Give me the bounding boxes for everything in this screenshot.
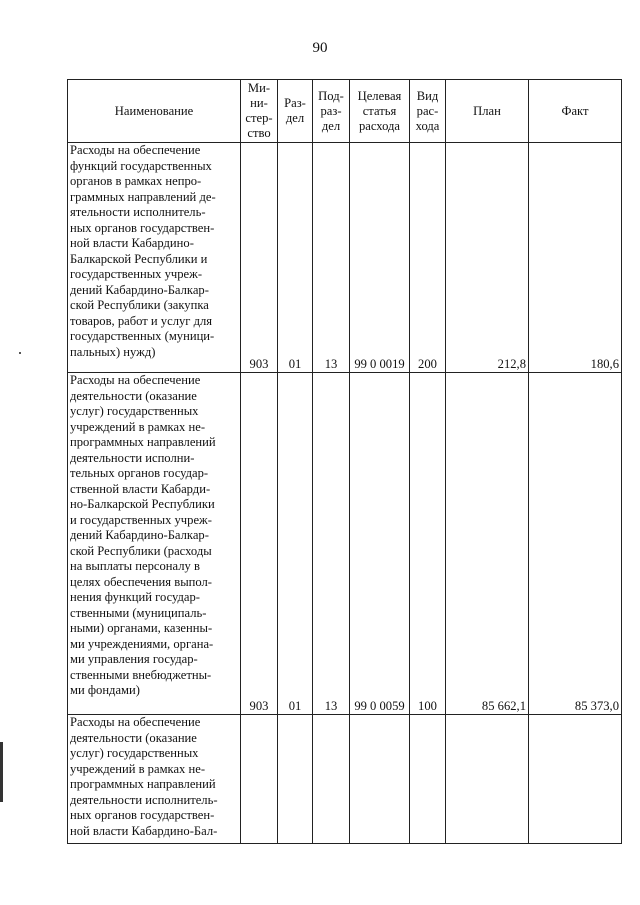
row-subsection: 13: [313, 143, 350, 373]
table-row: [68, 373, 622, 715]
row-expense-type: 200: [410, 143, 446, 373]
table-header-row: [68, 80, 622, 143]
row-fact: 85 373,0: [529, 373, 622, 715]
row-plan: [446, 715, 529, 844]
row-plan: 212,8: [446, 143, 529, 373]
header-section: Раз- дел: [278, 80, 313, 143]
header-fact: Факт: [529, 80, 622, 143]
row-section: 01: [278, 373, 313, 715]
row-section: 01: [278, 143, 313, 373]
header-plan: План: [446, 80, 529, 143]
header-name: Наименование: [68, 80, 241, 143]
row-expense-type: 100: [410, 373, 446, 715]
row-expense-type: [410, 715, 446, 844]
row-name: Расходы на обеспечение деятельности (оказание услуг) государственных учреждений в рамках не- программных направлений деятельности исполни- тельных органов государ- ственной власти Кабарди- но-Балкарской Республики и государственных учреж- дений Кабардино-Балкар- ской Республики (расходы на выплаты персоналу в целях обеспечения выпол- нения функций государ- ственными (муниципаль- ными) органами, казенны- ми учреждениями, органа- ми управления государ- ственными внебюджетны- ми фондами): [68, 373, 241, 715]
row-name: Расходы на обеспечение деятельности (оказание услуг) государственных учреждений в рамках не- программных направлений деятельности исполнитель- ных органов государствен- ной власти Кабардино-Бал-: [68, 715, 241, 844]
row-plan: 85 662,1: [446, 373, 529, 715]
header-subsection: Под- раз- дел: [313, 80, 350, 143]
header-ministry: Ми- ни- стер- ство: [241, 80, 278, 143]
row-section: [278, 715, 313, 844]
row-ministry: 903: [241, 143, 278, 373]
row-target: [350, 715, 410, 844]
row-target: 99 0 0059: [350, 373, 410, 715]
header-expense-type: Вид рас- хода: [410, 80, 446, 143]
row-ministry: 903: [241, 373, 278, 715]
budget-table: [67, 79, 622, 844]
row-ministry: [241, 715, 278, 844]
row-target: 99 0 0019: [350, 143, 410, 373]
row-subsection: 13: [313, 373, 350, 715]
table-row: [68, 143, 622, 373]
row-fact: [529, 715, 622, 844]
scan-dot: [19, 352, 21, 354]
table-row: [68, 715, 622, 844]
row-subsection: [313, 715, 350, 844]
row-fact: 180,6: [529, 143, 622, 373]
scan-edge-mark: [0, 742, 3, 802]
header-target: Целевая статья расхода: [350, 80, 410, 143]
page-number: 90: [312, 40, 328, 56]
row-name: Расходы на обеспечение функций государственных органов в рамках непро- граммных направлений де- ятельности исполнитель- ных органов государствен- ной власти Кабардино- Балкарской Республики и государственных учреж- дений Кабардино-Балкар- ской Республики (закупка товаров, работ и услуг для государственных (муници- пальных) нужд): [68, 143, 241, 373]
